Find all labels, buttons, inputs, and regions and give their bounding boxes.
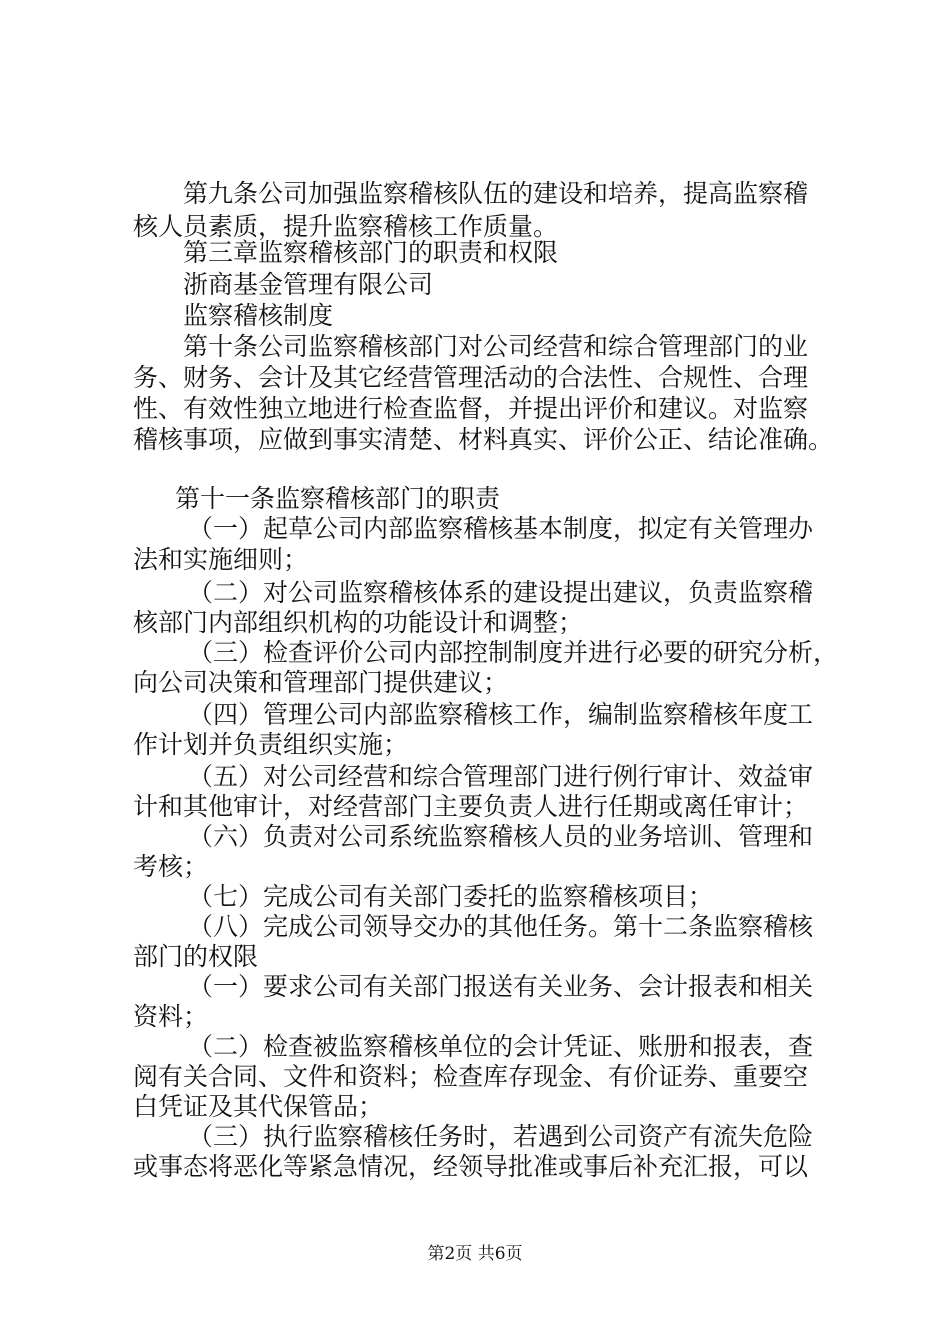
text-line: 稽核事项，应做到事实清楚、材料真实、评价公正、结论准确。	[133, 425, 834, 454]
text-line: 或事态将恶化等紧急情况，经领导批准或事后补充汇报，可以	[133, 1152, 809, 1181]
text-line: （一）起草公司内部监察稽核基本制度，拟定有关管理办	[188, 514, 814, 543]
company-name: 浙商基金管理有限公司	[183, 270, 434, 299]
text-line: 资料；	[133, 1002, 209, 1031]
text-line: （一）要求公司有关部门报送有关业务、会计报表和相关	[188, 972, 814, 1001]
text-line: 阅有关合同、文件和资料；检查库存现金、有价证券、重要空	[133, 1062, 809, 1091]
text-line: 白凭证及其代保管品；	[133, 1092, 384, 1121]
text-line: （五）对公司经营和综合管理部门进行例行审计、效益审	[188, 762, 814, 791]
text-line: 核人员素质，提升监察稽核工作质量。	[133, 212, 559, 241]
text-line: 计和其他审计，对经营部门主要负责人进行任期或离任审计；	[133, 792, 809, 821]
text-line: 核部门内部组织机构的功能设计和调整；	[133, 608, 584, 637]
text-line: 作计划并负责组织实施；	[133, 730, 409, 759]
text-line: （八）完成公司领导交办的其他任务。第十二条监察稽核	[188, 912, 814, 941]
text-line: 法和实施细则；	[133, 545, 309, 574]
text-line: 第十条公司监察稽核部门对公司经营和综合管理部门的业	[183, 332, 809, 361]
text-line: 性、有效性独立地进行检查监督，并提出评价和建议。对监察	[133, 394, 809, 423]
text-line: （七）完成公司有关部门委托的监察稽核项目；	[188, 882, 714, 911]
text-line: 向公司决策和管理部门提供建议；	[133, 668, 509, 697]
page-footer: 第2页 共6页	[427, 1244, 523, 1264]
section-heading: 第三章监察稽核部门的职责和权限	[183, 238, 559, 267]
text-line: 第九条公司加强监察稽核队伍的建设和培养，提高监察稽	[183, 179, 809, 208]
text-line: （六）负责对公司系统监察稽核人员的业务培训、管理和	[188, 822, 814, 851]
article-heading: 第十一条监察稽核部门的职责	[175, 484, 501, 513]
text-line: 考核；	[133, 852, 209, 881]
text-line: （四）管理公司内部监察稽核工作，编制监察稽核年度工	[188, 700, 814, 729]
document-title: 监察稽核制度	[183, 301, 334, 330]
text-line: （三）检查评价公司内部控制制度并进行必要的研究分析，	[188, 638, 839, 667]
text-line: （三）执行监察稽核任务时，若遇到公司资产有流失危险	[188, 1122, 814, 1151]
text-line: （二）检查被监察稽核单位的会计凭证、账册和报表，查	[188, 1032, 814, 1061]
text-line: 部门的权限	[133, 942, 259, 971]
text-line: （二）对公司监察稽核体系的建设提出建议，负责监察稽	[188, 578, 814, 607]
text-line: 务、财务、会计及其它经营管理活动的合法性、合规性、合理	[133, 363, 809, 392]
